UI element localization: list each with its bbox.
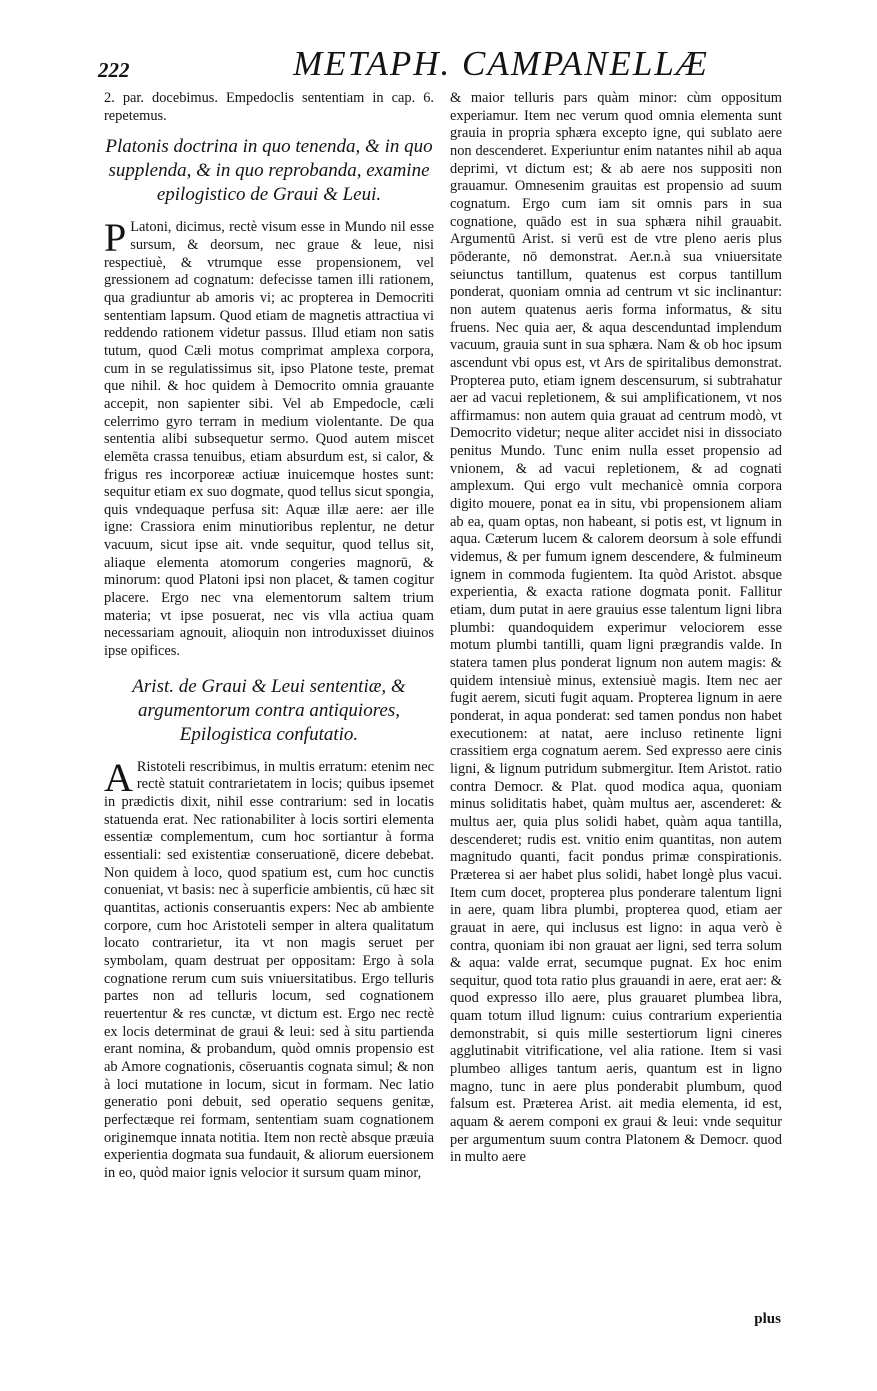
page-header: [98, 44, 774, 86]
page-number: 222: [98, 58, 130, 82]
right-column: [450, 90, 782, 1330]
section-heading-aristotle: Arist. de Graui & Leui sententiæ, & argumentorum contra antiquiores, Epilogistica confutatio.: [132, 675, 406, 745]
intro-text: 2. par. docebimus. Empedoclis sententiam in cap. 6. repetemus.: [104, 90, 434, 124]
paragraph-continued: & maior telluris pars quàm minor: cùm oppositum experiamur. Item nec verum quod omnia elementa sunt grauia in propria sphæra excepto igne, qui sublato aere non descenderet. Experiuntur enim natantes nihil ab aqua deprimi, vt dictum est; & ab aere nos suppositi non grauamur. Omnesenim grauitas est propensio ad suum cognatum. Ergo cum iam sit omnis pars in sua cognatione, quādo est in sua sphæra nihil grauabit. Argumentū Arist. si verū est de vtre pleno aeris plus pōderante, nō demonstrat. Aer.n.à sua vniuersitate seiunctus tantillum, quatenus est corpus tantillum ponderat, quoniam omnia ad centrum vt sic inclinantur: non autem quatenus aeris forma informatus, & situ fruens. Nec quia aer, & aqua descenduntad implendum vacuum, grauia sunt in sua sphæra. Nam & ob hoc ipsum ascendunt vbi opus est, vt Ars de spiritalibus demonstrat. Propterea puto, etiam ignem descensurum, si subtrahatur aer ad vacui repletionem, & sui amplificationem, vt nos affirmamus: non autem quia grauat ad centrum modò, vt Democrito videtur; neque aliter accidet nisi in dissociato penitus Mundo. Tunc enim nulla esset propensio ad vnionem, & ad vacui repletionem, & ad cognati amplexum. Qui ergo vult mechanicè omnia corpora digito mouere, ponat ea in situ, vbi propensionem aliam ab ea, quam optas, non habeant, si potis est, vt lignum in aqua. Cæterum lucem & calorem deorsum à sole effundi videmus, & per fumum ignem descendere, & fulmineum ignem in commoda fugientem. Ita quòd Aristot. absque experientia, & exacta ratione dogmata ponit. Fallitur etiam, dum putat in aere grauius esse talentum ligni libra plumbi: quandoquidem experimur velociorem esse motum plumbi tantilli, quam ligni prægrandis valde. In statera tamen plus ponderat lignum non autem magis: & quidem intensiuè minus, extensiuè magis. Item nec aer fugit aerem, sicuti fugit aquam. Propterea lignum in aere ponderat, in aqua ponderat: sed tamen pondus non habet executionem: at natat, aere incluso retinente ligni crassitiem erga cognatum aerem. Sed expresso aere cinis ligni, & lignum putridum submergitur. Item Aristot. ratio contra Democr. & Plat. quod modica aqua, quoniam minus soliditatis habet, quàm multus aer, ascenderet: & multus aer, quia plus solidi habet, quàm aqua tantilla, descenderet; rudis est. vnitio enim quantitas, non autem magnitudo quanti, facit pondus primæ conspirationis. Præterea si aer habet plus solidi, habet longè plus vacui. Item cum docet, propterea plus ponderare talentum ligni in aere, quam libra plumbi, propterea quod, etiam aer grauat in aere, qui inclusus est ligno: in aqua verò è contra, quoniam ibi non grauat aer ligni, sed terra solum & aqua: valde errat, secumque pugnat. Ex hoc enim sequitur, quod tota ratio plus grauandi in aere, erat aer: & quod expresso illo aere, plus grauaret plumbea libra, quam totum illud lignum: cuius contrarium experientia demonstrabit, si quis mille sestertiorum ligni cineres agglutinabit vitrificatione, vel alia ratione. Item si vasi plumbeo alliges tantum aeris, quantum est in ligno magno, tunc in aere plus ponderabit plumbum, quod falsum est. Præterea Arist. ait media elementa, id est, aquam & aerem componi ex graui & leui: vnde sequitur per argumentum suum contra Platonem & Democr. quod in multo aere: [450, 90, 782, 1166]
left-column: [104, 90, 434, 1330]
paragraph-aristotle-text: Ristoteli rescribimus, in multis erratum: etenim nec rectè statuit contrarietatem in locis; quibus ipsemet in prædictis dixit, nihil esse contrarium: sed in locatis statuenda erat. Nec rationabiliter à locis sortiri elementa essentiæ complementum, cum hoc sortiantur à forma essentiali: sed existentiæ conseruationē, dicere debebat. Non quidem à loco, quod spatium est, cum hoc cunctis conueniat, vt basis: nec à superficie ambientis, cū hæc sit quantitas, actionis conseruantis expers: Nec ab ambiente corpore, cum hoc Aristoteli semper in altera qualitatum locato contrarietur, ita vt non magis seruet per symbolam, quam destruat per oppositam: Ergo à sola cognatione rerum cum suis vniuersitatibus. Ergo telluris partes non ad telluris locum, sed cognationem reuertentur & res cunctæ, vt dictum est. Ergo nec rectè ex locis determinat de graui & leui: sed à situ partienda erant nomina, & probandum, quòd omnis propensio est ab Amore cognationis, cōseruantis cognata simul; & non à loci mutatione in locum, sicut in formam. Nec latio generatio poni debuit, sed operatio sequens genitæ, perfectæque rei formam, sententiam suam cognationem originemque innata notitia. Item non rectè absque præuia experientia dogmata sua fundauit, & aliorum euersionem in eo, quòd maior ignis velocior it sursum quam minor,: [104, 758, 434, 1181]
paragraph-aristotle: [104, 754, 434, 1183]
paragraph-plato: [104, 215, 434, 660]
paragraph-plato-text: Latoni, dicimus, rectè visum esse in Mundo nil esse sursum, & deorsum, nec graue & leue, nisi respectiuè, & vtrumque esse propensionem, vel gressionem ad cognatum: defecisse tamen illi rationem, qua gradiuntur ab amoris vi; ac propterea in Democriti sententiam lapsum. Quod etiam de magnetis attractiua vi reddendo rationem videtur passus. Illud etiam non satis tutum, quod Cæli motus comprimat amplexa corpora, cum in se regulatissimus sit, ipso Platone teste, premat que nihil. & hoc quidem à Democrito omnia grauante accepit, non sapienter sibi. Vel ab Empedocle, cæli celerrimo gyro terram in medium violentante. De qua sententia alibi subsequetur sermo. Quod autem miscet elemēta crassa tenuibus, etiam absurdum est, si calor, & frigus res incorporeæ actiuæ inuicemque hostes sunt: sequitur etiam ex suo dogmate, quod tellus sicut spongia, quis vndequaque perfusa sit: Aquæ illæ aere: aer ille igne: Crassiora enim minutioribus replentur, ne detur vacuum, sicut ipse ait. vnde sequitur, quod tellus sit, aliaque elementa atomorum congeries magnorū, & minorum: quod Platoni ipsi non placet, & tamen cogitur placere. Ergo nec vna elementorum saltem trium materia; vt ipse posuerat, nec vis vlla actiua quam necessariam agnouit, alioquin non introduxisset diuinos ipse opifices.: [104, 219, 434, 660]
drop-cap-p: P: [104, 215, 127, 261]
section-heading-plato: Platonis doctrina in quo tenenda, & in quo supplenda, & in quo reprobanda, examine epilogistico de Graui & Leui.: [105, 136, 433, 206]
drop-cap-a: A: [104, 754, 133, 800]
running-title: METAPH. CAMPANELLÆ: [293, 44, 709, 83]
catchword: plus: [754, 1311, 781, 1327]
